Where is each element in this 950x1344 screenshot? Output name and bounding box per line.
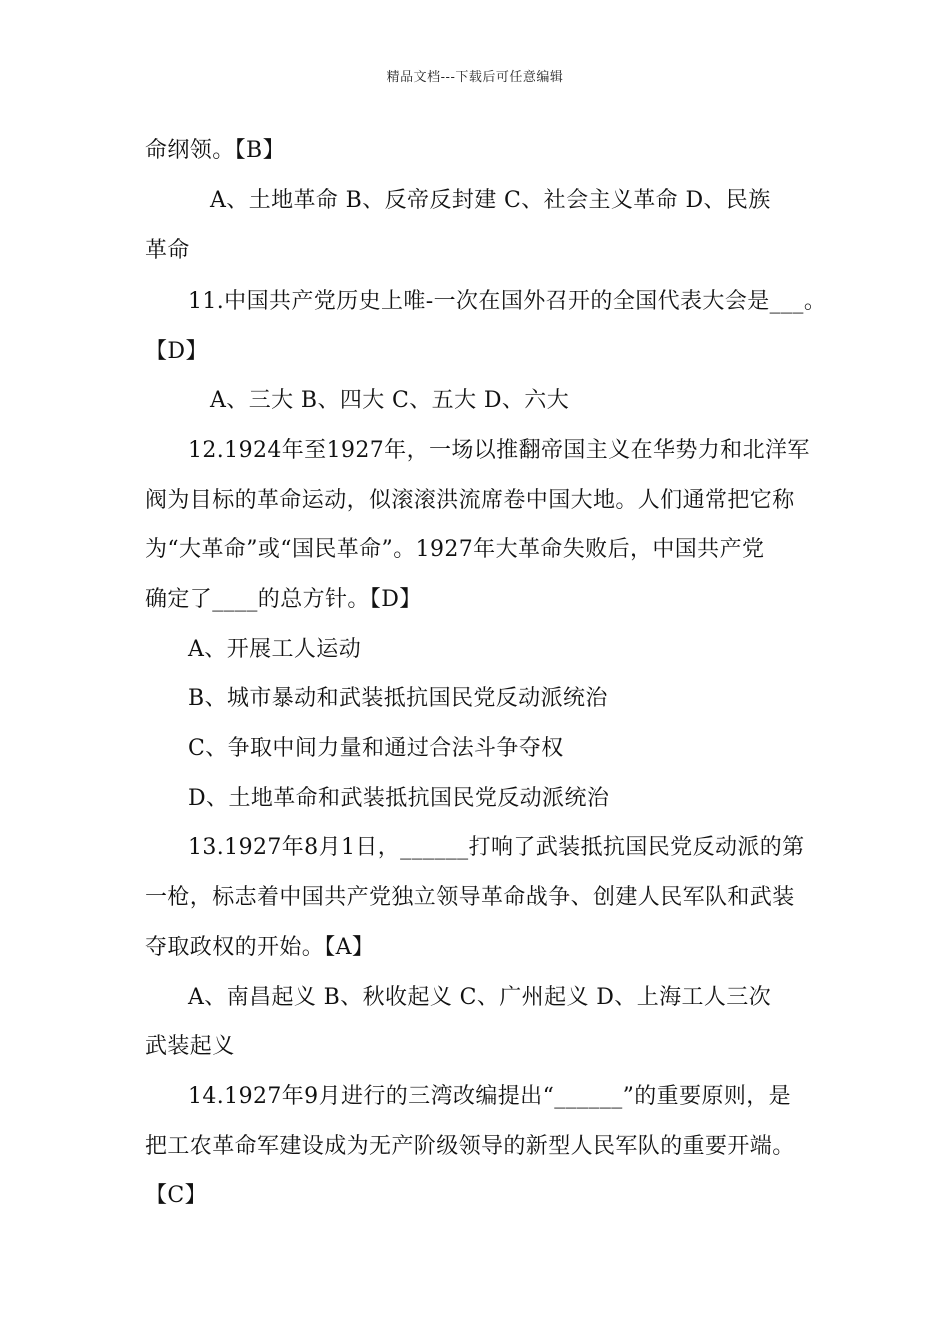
text-line: 为“大革命”或“国民革命”。1927年大革命失败后，中国共产党 — [145, 537, 765, 562]
answer-key: 【C】 — [145, 1183, 208, 1208]
question-14: 14.1927年9月进行的三湾改编提出“______”的重要原则，是 — [188, 1084, 792, 1109]
answer-option-a: A、开展工人运动 — [188, 637, 362, 662]
text-line: 把工农革命军建设成为无产阶级领导的新型人民军队的重要开端。 — [145, 1134, 795, 1159]
question-12: 12.1924年至1927年，一场以推翻帝国主义在华势力和北洋军 — [188, 438, 810, 463]
question-13: 13.1927年8月1日，______打响了武装抵抗国民党反动派的第 — [188, 835, 805, 860]
page-header: 精品文档---下载后可任意编辑 — [386, 70, 564, 85]
answer-options: A、三大 B、四大 C、五大 D、六大 — [210, 388, 570, 413]
answer-option-d: D、土地革命和武装抵抗国民党反动派统治 — [188, 786, 610, 811]
text-line: 夺取政权的开始。【A】 — [145, 935, 375, 960]
question-11: 11.中国共产党历史上唯-一次在国外召开的全国代表大会是___。 — [188, 289, 827, 314]
answer-options: A、土地革命 B、反帝反封建 C、社会主义革命 D、民族 — [210, 188, 771, 213]
answer-key: 【D】 — [145, 339, 208, 364]
text-line: 命纲领。【B】 — [145, 138, 285, 163]
text-line: 革命 — [145, 238, 190, 263]
text-line: 阀为目标的革命运动，似滚滚洪流席卷中国大地。人们通常把它称 — [145, 488, 795, 513]
answer-option-b: B、城市暴动和武装抵抗国民党反动派统治 — [188, 686, 608, 711]
text-line: 武装起义 — [145, 1034, 235, 1059]
answer-options: A、南昌起义 B、秋收起义 C、广州起义 D、上海工人三次 — [188, 985, 772, 1010]
text-line: 确定了____的总方针。【D】 — [145, 587, 422, 612]
text-line: 一枪，标志着中国共产党独立领导革命战争、创建人民军队和武装 — [145, 885, 795, 910]
answer-option-c: C、争取中间力量和通过合法斗争夺权 — [188, 736, 564, 761]
